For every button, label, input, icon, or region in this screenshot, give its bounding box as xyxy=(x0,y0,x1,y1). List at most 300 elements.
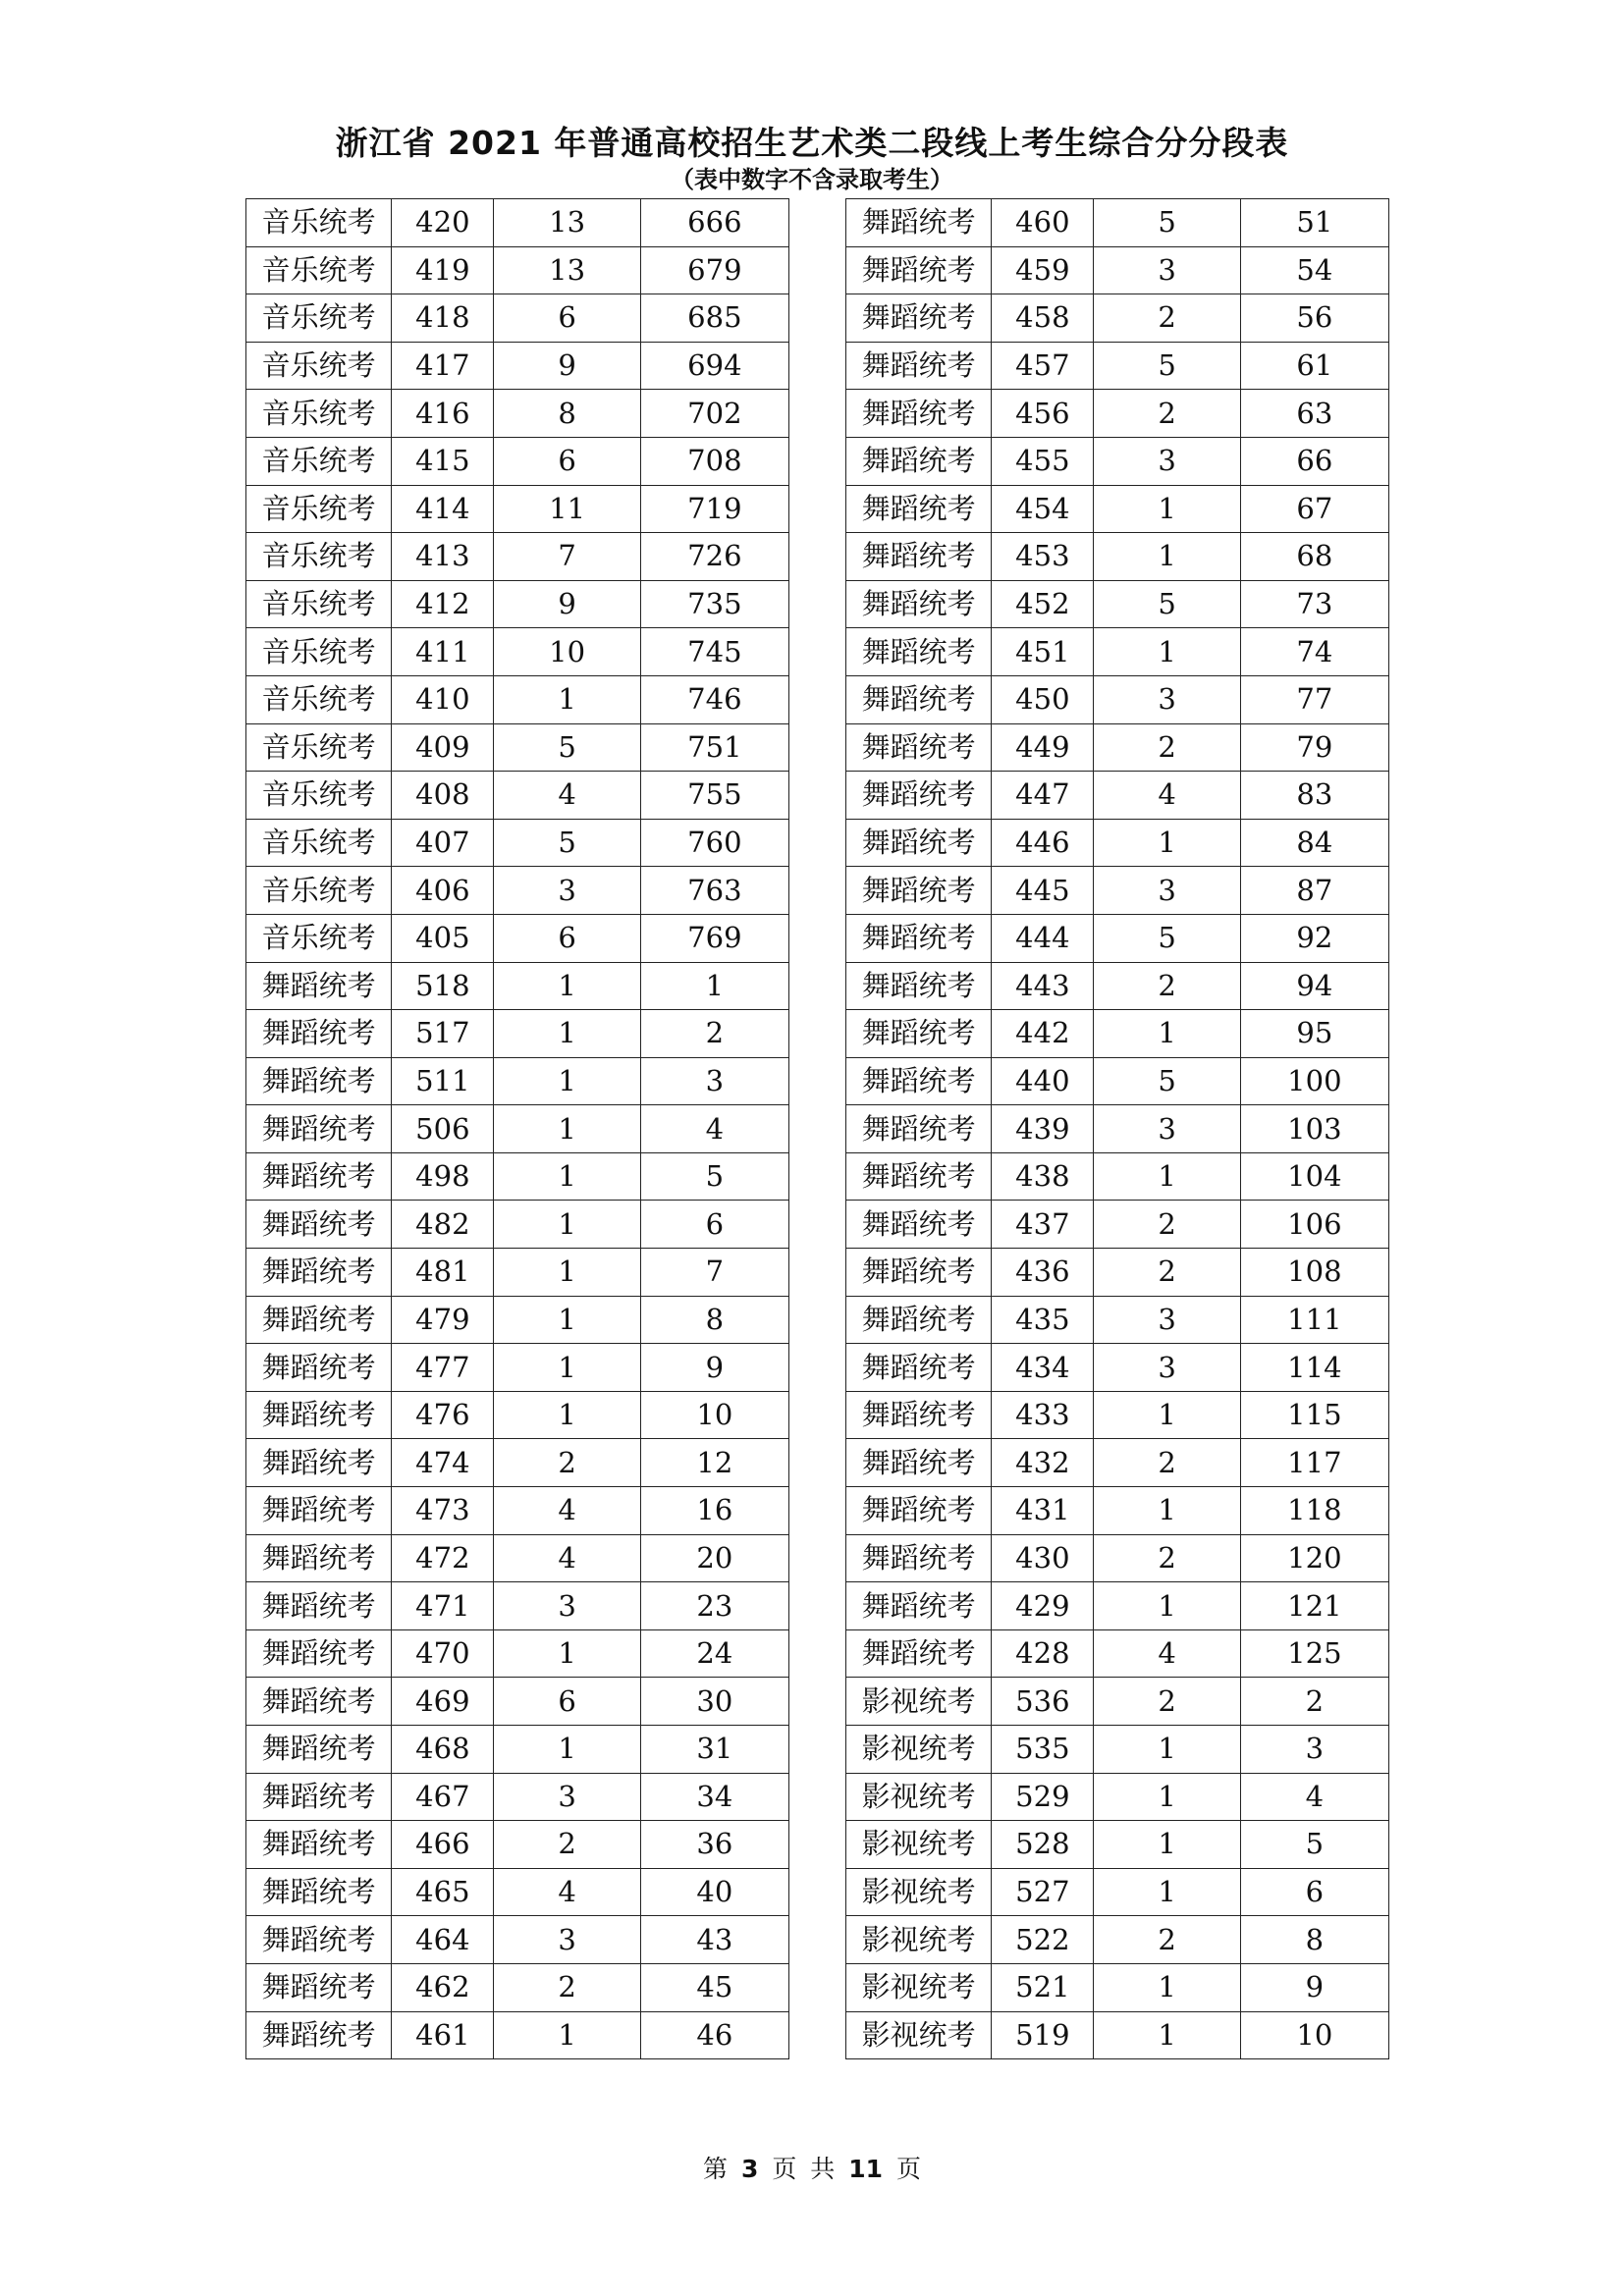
count-cell: 2 xyxy=(494,1439,640,1487)
cumulative-cell: 7 xyxy=(640,1249,788,1297)
table-row xyxy=(846,580,1389,628)
page-subtitle: （表中数字不含录取考生） xyxy=(671,166,953,193)
score-cell: 527 xyxy=(992,1868,1094,1916)
cumulative-cell: 66 xyxy=(1240,437,1388,485)
cumulative-cell: 121 xyxy=(1240,1582,1388,1630)
score-cell: 453 xyxy=(992,533,1094,581)
count-cell: 1 xyxy=(1094,1487,1240,1535)
count-cell: 1 xyxy=(494,1249,640,1297)
table-row xyxy=(846,675,1389,723)
count-cell: 1 xyxy=(494,1629,640,1678)
count-cell: 5 xyxy=(494,819,640,867)
score-cell: 467 xyxy=(392,1773,494,1821)
cumulative-cell: 12 xyxy=(640,1439,788,1487)
cumulative-cell: 56 xyxy=(1240,294,1388,343)
table-row xyxy=(846,1201,1389,1249)
category-cell: 音乐统考 xyxy=(246,723,392,772)
table-row xyxy=(246,1057,789,1105)
footer-page-number: 3 xyxy=(740,2155,759,2183)
cumulative-cell: 24 xyxy=(640,1629,788,1678)
cumulative-cell: 51 xyxy=(1240,199,1388,247)
score-cell: 472 xyxy=(392,1534,494,1582)
cumulative-cell: 77 xyxy=(1240,675,1388,723)
table-row xyxy=(846,772,1389,820)
category-cell: 舞蹈统考 xyxy=(246,1678,392,1726)
score-cell: 477 xyxy=(392,1344,494,1392)
category-cell: 影视统考 xyxy=(846,2011,992,2059)
table-row xyxy=(846,1916,1389,1964)
count-cell: 2 xyxy=(1094,1534,1240,1582)
score-cell: 536 xyxy=(992,1678,1094,1726)
category-cell: 音乐统考 xyxy=(246,675,392,723)
score-cell: 447 xyxy=(992,772,1094,820)
table-row xyxy=(246,914,789,962)
score-cell: 438 xyxy=(992,1152,1094,1201)
category-cell: 舞蹈统考 xyxy=(846,485,992,533)
count-cell: 1 xyxy=(494,675,640,723)
category-cell: 舞蹈统考 xyxy=(246,1773,392,1821)
category-cell: 影视统考 xyxy=(846,1821,992,1869)
count-cell: 13 xyxy=(494,199,640,247)
cumulative-cell: 769 xyxy=(640,914,788,962)
table-row xyxy=(846,390,1389,438)
table-row xyxy=(846,533,1389,581)
count-cell: 1 xyxy=(494,1726,640,1774)
category-cell: 舞蹈统考 xyxy=(846,246,992,294)
category-cell: 舞蹈统考 xyxy=(846,675,992,723)
cumulative-cell: 63 xyxy=(1240,390,1388,438)
cumulative-cell: 679 xyxy=(640,246,788,294)
category-cell: 舞蹈统考 xyxy=(246,1391,392,1439)
cumulative-cell: 87 xyxy=(1240,867,1388,915)
table-row xyxy=(846,199,1389,247)
category-cell: 舞蹈统考 xyxy=(846,580,992,628)
table-row xyxy=(846,914,1389,962)
count-cell: 3 xyxy=(1094,1296,1240,1344)
score-cell: 428 xyxy=(992,1629,1094,1678)
footer-middle: 页 共 xyxy=(772,2155,836,2183)
cumulative-cell: 108 xyxy=(1240,1249,1388,1297)
count-cell: 2 xyxy=(1094,962,1240,1010)
category-cell: 舞蹈统考 xyxy=(846,1391,992,1439)
count-cell: 2 xyxy=(1094,1249,1240,1297)
category-cell: 舞蹈统考 xyxy=(846,772,992,820)
table-row xyxy=(846,723,1389,772)
score-cell: 469 xyxy=(392,1678,494,1726)
count-cell: 1 xyxy=(1094,1152,1240,1201)
count-cell: 3 xyxy=(494,1773,640,1821)
score-cell: 405 xyxy=(392,914,494,962)
score-cell: 408 xyxy=(392,772,494,820)
category-cell: 舞蹈统考 xyxy=(846,390,992,438)
score-cell: 449 xyxy=(992,723,1094,772)
table-row xyxy=(246,1963,789,2011)
count-cell: 5 xyxy=(1094,342,1240,390)
table-row xyxy=(246,2011,789,2059)
score-cell: 455 xyxy=(992,437,1094,485)
score-cell: 506 xyxy=(392,1105,494,1153)
cumulative-cell: 6 xyxy=(1240,1868,1388,1916)
count-cell: 2 xyxy=(1094,1678,1240,1726)
score-cell: 413 xyxy=(392,533,494,581)
score-cell: 468 xyxy=(392,1726,494,1774)
count-cell: 3 xyxy=(494,1916,640,1964)
table-row xyxy=(846,1391,1389,1439)
category-cell: 舞蹈统考 xyxy=(846,962,992,1010)
category-cell: 影视统考 xyxy=(846,1773,992,1821)
cumulative-cell: 83 xyxy=(1240,772,1388,820)
count-cell: 5 xyxy=(494,723,640,772)
category-cell: 舞蹈统考 xyxy=(846,342,992,390)
count-cell: 6 xyxy=(494,914,640,962)
count-cell: 6 xyxy=(494,294,640,343)
cumulative-cell: 6 xyxy=(640,1201,788,1249)
score-cell: 470 xyxy=(392,1629,494,1678)
score-cell: 409 xyxy=(392,723,494,772)
category-cell: 舞蹈统考 xyxy=(246,1010,392,1058)
table-row xyxy=(246,1439,789,1487)
cumulative-cell: 36 xyxy=(640,1821,788,1869)
category-cell: 舞蹈统考 xyxy=(846,1201,992,1249)
cumulative-cell: 92 xyxy=(1240,914,1388,962)
cumulative-cell: 120 xyxy=(1240,1534,1388,1582)
cumulative-cell: 16 xyxy=(640,1487,788,1535)
count-cell: 4 xyxy=(494,1534,640,1582)
footer-suffix: 页 xyxy=(895,2155,921,2183)
count-cell: 1 xyxy=(1094,2011,1240,2059)
table-row xyxy=(246,1582,789,1630)
category-cell: 舞蹈统考 xyxy=(246,1582,392,1630)
category-cell: 音乐统考 xyxy=(246,867,392,915)
category-cell: 舞蹈统考 xyxy=(846,1534,992,1582)
table-row xyxy=(246,1773,789,1821)
table-row xyxy=(246,390,789,438)
table-row xyxy=(846,1582,1389,1630)
category-cell: 舞蹈统考 xyxy=(846,437,992,485)
score-cell: 410 xyxy=(392,675,494,723)
table-row xyxy=(846,1249,1389,1297)
count-cell: 2 xyxy=(1094,1201,1240,1249)
count-cell: 1 xyxy=(494,1057,640,1105)
count-cell: 1 xyxy=(1094,485,1240,533)
score-cell: 406 xyxy=(392,867,494,915)
cumulative-cell: 3 xyxy=(640,1057,788,1105)
count-cell: 1 xyxy=(494,962,640,1010)
score-cell: 429 xyxy=(992,1582,1094,1630)
count-cell: 11 xyxy=(494,485,640,533)
category-cell: 舞蹈统考 xyxy=(246,1439,392,1487)
cumulative-cell: 726 xyxy=(640,533,788,581)
category-cell: 舞蹈统考 xyxy=(846,1344,992,1392)
category-cell: 舞蹈统考 xyxy=(846,1296,992,1344)
cumulative-cell: 5 xyxy=(640,1152,788,1201)
footer-total-pages: 11 xyxy=(848,2155,884,2183)
count-cell: 1 xyxy=(494,1010,640,1058)
category-cell: 音乐统考 xyxy=(246,628,392,676)
table-row xyxy=(246,962,789,1010)
category-cell: 舞蹈统考 xyxy=(246,2011,392,2059)
score-table-left-body xyxy=(246,199,789,2059)
cumulative-cell: 10 xyxy=(640,1391,788,1439)
category-cell: 音乐统考 xyxy=(246,199,392,247)
score-cell: 461 xyxy=(392,2011,494,2059)
category-cell: 舞蹈统考 xyxy=(246,1916,392,1964)
table-row xyxy=(846,1629,1389,1678)
cumulative-cell: 95 xyxy=(1240,1010,1388,1058)
score-cell: 414 xyxy=(392,485,494,533)
count-cell: 7 xyxy=(494,533,640,581)
cumulative-cell: 118 xyxy=(1240,1487,1388,1535)
cumulative-cell: 31 xyxy=(640,1726,788,1774)
count-cell: 3 xyxy=(1094,675,1240,723)
cumulative-cell: 20 xyxy=(640,1534,788,1582)
score-cell: 528 xyxy=(992,1821,1094,1869)
score-cell: 435 xyxy=(992,1296,1094,1344)
table-row xyxy=(846,2011,1389,2059)
score-cell: 437 xyxy=(992,1201,1094,1249)
table-row xyxy=(246,294,789,343)
count-cell: 1 xyxy=(494,1152,640,1201)
score-cell: 535 xyxy=(992,1726,1094,1774)
score-cell: 522 xyxy=(992,1916,1094,1964)
table-row xyxy=(846,485,1389,533)
count-cell: 4 xyxy=(494,772,640,820)
category-cell: 音乐统考 xyxy=(246,772,392,820)
score-cell: 451 xyxy=(992,628,1094,676)
score-cell: 444 xyxy=(992,914,1094,962)
score-cell: 460 xyxy=(992,199,1094,247)
category-cell: 影视统考 xyxy=(846,1726,992,1774)
table-row xyxy=(846,1726,1389,1774)
count-cell: 1 xyxy=(1094,533,1240,581)
cumulative-cell: 4 xyxy=(640,1105,788,1153)
cumulative-cell: 8 xyxy=(640,1296,788,1344)
category-cell: 音乐统考 xyxy=(246,437,392,485)
count-cell: 1 xyxy=(494,1344,640,1392)
score-cell: 452 xyxy=(992,580,1094,628)
score-cell: 439 xyxy=(992,1105,1094,1153)
category-cell: 舞蹈统考 xyxy=(846,1487,992,1535)
count-cell: 3 xyxy=(494,1582,640,1630)
table-row xyxy=(246,675,789,723)
table-row xyxy=(246,580,789,628)
table-row xyxy=(846,1439,1389,1487)
category-cell: 音乐统考 xyxy=(246,819,392,867)
category-cell: 舞蹈统考 xyxy=(846,199,992,247)
category-cell: 舞蹈统考 xyxy=(846,1439,992,1487)
category-cell: 舞蹈统考 xyxy=(246,1152,392,1201)
cumulative-cell: 23 xyxy=(640,1582,788,1630)
count-cell: 10 xyxy=(494,628,640,676)
table-row xyxy=(246,723,789,772)
table-row xyxy=(246,867,789,915)
table-row xyxy=(246,772,789,820)
count-cell: 2 xyxy=(1094,1439,1240,1487)
score-cell: 419 xyxy=(392,246,494,294)
category-cell: 音乐统考 xyxy=(246,294,392,343)
category-cell: 舞蹈统考 xyxy=(846,1057,992,1105)
cumulative-cell: 104 xyxy=(1240,1152,1388,1201)
count-cell: 9 xyxy=(494,580,640,628)
cumulative-cell: 30 xyxy=(640,1678,788,1726)
table-row xyxy=(846,1105,1389,1153)
table-row xyxy=(246,628,789,676)
table-row xyxy=(846,867,1389,915)
cumulative-cell: 54 xyxy=(1240,246,1388,294)
category-cell: 舞蹈统考 xyxy=(246,962,392,1010)
category-cell: 舞蹈统考 xyxy=(846,867,992,915)
category-cell: 音乐统考 xyxy=(246,580,392,628)
cumulative-cell: 9 xyxy=(640,1344,788,1392)
table-row xyxy=(246,1678,789,1726)
count-cell: 4 xyxy=(494,1868,640,1916)
category-cell: 舞蹈统考 xyxy=(846,1629,992,1678)
count-cell: 1 xyxy=(494,1296,640,1344)
table-row xyxy=(846,1773,1389,1821)
category-cell: 音乐统考 xyxy=(246,246,392,294)
cumulative-cell: 125 xyxy=(1240,1629,1388,1678)
category-cell: 音乐统考 xyxy=(246,533,392,581)
cumulative-cell: 745 xyxy=(640,628,788,676)
score-cell: 443 xyxy=(992,962,1094,1010)
count-cell: 5 xyxy=(1094,914,1240,962)
score-cell: 442 xyxy=(992,1010,1094,1058)
table-row xyxy=(246,199,789,247)
category-cell: 音乐统考 xyxy=(246,390,392,438)
cumulative-cell: 760 xyxy=(640,819,788,867)
cumulative-cell: 111 xyxy=(1240,1296,1388,1344)
table-row xyxy=(246,1344,789,1392)
category-cell: 音乐统考 xyxy=(246,485,392,533)
page-footer xyxy=(0,2150,1624,2185)
score-cell: 471 xyxy=(392,1582,494,1630)
count-cell: 3 xyxy=(1094,437,1240,485)
score-cell: 473 xyxy=(392,1487,494,1535)
table-row xyxy=(846,819,1389,867)
score-cell: 465 xyxy=(392,1868,494,1916)
table-row xyxy=(246,1916,789,1964)
cumulative-cell: 8 xyxy=(1240,1916,1388,1964)
score-cell: 407 xyxy=(392,819,494,867)
table-row xyxy=(246,1391,789,1439)
score-table-left xyxy=(245,198,789,2059)
table-row xyxy=(246,1010,789,1058)
category-cell: 舞蹈统考 xyxy=(846,1152,992,1201)
table-row xyxy=(246,1105,789,1153)
table-row xyxy=(846,437,1389,485)
score-cell: 464 xyxy=(392,1916,494,1964)
category-cell: 舞蹈统考 xyxy=(846,723,992,772)
table-row xyxy=(246,819,789,867)
score-cell: 529 xyxy=(992,1773,1094,1821)
category-cell: 音乐统考 xyxy=(246,914,392,962)
count-cell: 2 xyxy=(1094,1916,1240,1964)
score-cell: 415 xyxy=(392,437,494,485)
table-row xyxy=(846,342,1389,390)
cumulative-cell: 103 xyxy=(1240,1105,1388,1153)
score-cell: 433 xyxy=(992,1391,1094,1439)
category-cell: 舞蹈统考 xyxy=(246,1057,392,1105)
category-cell: 影视统考 xyxy=(846,1916,992,1964)
score-cell: 479 xyxy=(392,1296,494,1344)
table-row xyxy=(846,1296,1389,1344)
category-cell: 舞蹈统考 xyxy=(246,1105,392,1153)
score-cell: 456 xyxy=(992,390,1094,438)
score-cell: 476 xyxy=(392,1391,494,1439)
cumulative-cell: 4 xyxy=(1240,1773,1388,1821)
category-cell: 舞蹈统考 xyxy=(846,628,992,676)
cumulative-cell: 666 xyxy=(640,199,788,247)
cumulative-cell: 84 xyxy=(1240,819,1388,867)
score-cell: 498 xyxy=(392,1152,494,1201)
count-cell: 3 xyxy=(1094,246,1240,294)
category-cell: 舞蹈统考 xyxy=(846,294,992,343)
cumulative-cell: 5 xyxy=(1240,1821,1388,1869)
count-cell: 1 xyxy=(1094,1582,1240,1630)
table-row xyxy=(246,342,789,390)
count-cell: 2 xyxy=(1094,294,1240,343)
cumulative-cell: 43 xyxy=(640,1916,788,1964)
table-row xyxy=(846,1678,1389,1726)
table-row xyxy=(846,1534,1389,1582)
score-cell: 440 xyxy=(992,1057,1094,1105)
score-cell: 517 xyxy=(392,1010,494,1058)
count-cell: 5 xyxy=(1094,1057,1240,1105)
table-row xyxy=(846,1010,1389,1058)
score-cell: 457 xyxy=(992,342,1094,390)
count-cell: 1 xyxy=(1094,1963,1240,2011)
count-cell: 8 xyxy=(494,390,640,438)
count-cell: 1 xyxy=(1094,1726,1240,1774)
category-cell: 舞蹈统考 xyxy=(246,1629,392,1678)
count-cell: 1 xyxy=(494,2011,640,2059)
cumulative-cell: 708 xyxy=(640,437,788,485)
count-cell: 3 xyxy=(1094,1344,1240,1392)
count-cell: 4 xyxy=(494,1487,640,1535)
category-cell: 舞蹈统考 xyxy=(846,914,992,962)
category-cell: 舞蹈统考 xyxy=(846,1105,992,1153)
count-cell: 4 xyxy=(1094,772,1240,820)
table-row xyxy=(246,1629,789,1678)
count-cell: 1 xyxy=(494,1391,640,1439)
cumulative-cell: 46 xyxy=(640,2011,788,2059)
count-cell: 1 xyxy=(1094,1821,1240,1869)
count-cell: 2 xyxy=(494,1963,640,2011)
cumulative-cell: 61 xyxy=(1240,342,1388,390)
category-cell: 舞蹈统考 xyxy=(846,1249,992,1297)
cumulative-cell: 763 xyxy=(640,867,788,915)
category-cell: 舞蹈统考 xyxy=(846,533,992,581)
category-cell: 舞蹈统考 xyxy=(246,1249,392,1297)
table-row xyxy=(846,246,1389,294)
cumulative-cell: 45 xyxy=(640,1963,788,2011)
score-cell: 450 xyxy=(992,675,1094,723)
count-cell: 1 xyxy=(1094,1868,1240,1916)
count-cell: 1 xyxy=(1094,1391,1240,1439)
table-row xyxy=(246,533,789,581)
count-cell: 1 xyxy=(1094,1773,1240,1821)
cumulative-cell: 68 xyxy=(1240,533,1388,581)
score-cell: 446 xyxy=(992,819,1094,867)
count-cell: 6 xyxy=(494,1678,640,1726)
cumulative-cell: 100 xyxy=(1240,1057,1388,1105)
table-row xyxy=(246,1249,789,1297)
category-cell: 影视统考 xyxy=(846,1868,992,1916)
count-cell: 2 xyxy=(494,1821,640,1869)
category-cell: 舞蹈统考 xyxy=(246,1487,392,1535)
category-cell: 影视统考 xyxy=(846,1963,992,2011)
category-cell: 舞蹈统考 xyxy=(246,1344,392,1392)
